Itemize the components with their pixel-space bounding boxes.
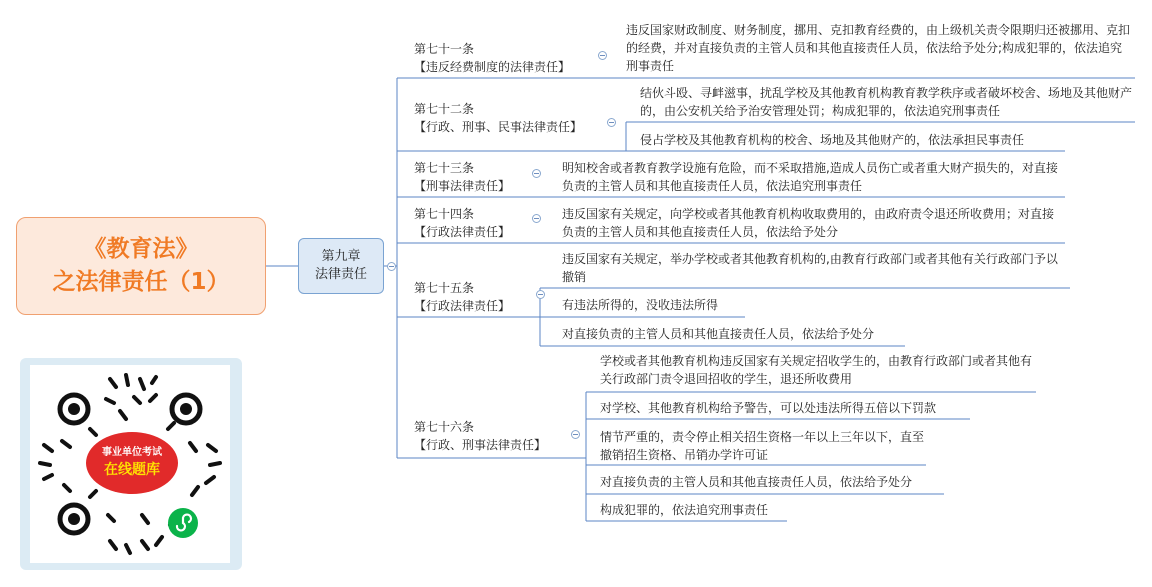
article-subtitle: 【刑事法律责任】 [414,179,511,193]
article-subtitle: 【行政法律责任】 [414,299,511,313]
article-subtitle: 【行政、刑事法律责任】 [414,438,547,452]
article-74[interactable] [414,205,510,241]
article-75-item-2: 有违法所得的，没收违法所得 [562,298,719,312]
root-topic-node[interactable] [16,217,266,315]
root-title-line1: 《教育法》 [83,236,199,262]
article-number: 第七十四条 [414,207,475,221]
chapter-subtitle: 法律责任 [314,267,367,282]
article-76-item-3: 情节严重的，责令停止相关招生资格一年以上三年以下，直至撤销招生资格、吊销办学许可证 [600,430,925,462]
badge-line2: 在线题库 [104,462,160,478]
collapse-toggle-icon[interactable] [387,262,396,271]
article-71[interactable] [414,40,570,76]
article-76-item-1: 学校或者其他教育机构违反国家有关规定招收学生的，由教育行政部门或者其他有关行政部门责令退回招收的学生，退还所收费用 [600,354,1033,386]
article-number: 第七十二条 [414,102,475,116]
mini-program-icon [168,508,198,538]
article-72-item-2: 侵占学校及其他教育机构的校舍、场地及其他财产的，依法承担民事责任 [640,133,1025,147]
article-75-item-3: 对直接负责的主管人员和其他直接责任人员，依法给予处分 [562,327,875,341]
collapse-toggle-icon[interactable] [532,169,541,178]
article-number: 第七十一条 [414,42,475,56]
article-subtitle: 【行政法律责任】 [414,225,511,239]
collapse-toggle-icon[interactable] [607,118,616,127]
article-74-item: 违反国家有关规定，向学校或者其他教育机构收取费用的，由政府责令退还所收费用；对直接负责的主管人员和其他直接责任人员，依法给予处分 [562,207,1055,239]
article-71-item: 违反国家财政制度、财务制度，挪用、克扣教育经费的，由上级机关责令限期归还被挪用、克扣的经费，并对直接负责的主管人员和其他直接责任人员，依法给予处分;构成犯罪的，依法追究刑事责任 [626,23,1131,73]
article-75-item-1: 违反国家有关规定，举办学校或者其他教育机构的,由教育行政部门或者其他有关行政部门予以撤销 [562,252,1058,284]
article-76-item-2: 对学校、其他教育机构给予警告，可以处违法所得五倍以下罚款 [600,401,937,415]
article-number: 第七十五条 [414,281,475,295]
article-72[interactable] [414,100,582,136]
article-number: 第七十六条 [414,420,475,434]
exam-bank-badge [86,432,178,494]
badge-line1: 事业单位考试 [102,447,162,458]
article-76[interactable] [414,418,546,454]
collapse-toggle-icon[interactable] [598,51,607,60]
article-73[interactable] [414,159,510,195]
article-72-item-1: 结伙斗殴、寻衅滋事，扰乱学校及其他教育机构教育教学秩序或者破坏校舍、场地及其他财产的，由公安机关给予治安管理处罚；构成犯罪的，依法追究刑事责任 [640,86,1133,118]
article-subtitle: 【行政、刑事、民事法律责任】 [414,120,583,134]
article-76-item-4: 对直接负责的主管人员和其他直接责任人员，依法给予处分 [600,475,913,489]
chapter-label: 第九章 [321,249,361,264]
article-76-item-5: 构成犯罪的，依法追究刑事责任 [600,503,769,517]
chapter-node[interactable] [298,238,384,294]
mini-program-glyph [168,508,198,538]
collapse-toggle-icon[interactable] [536,290,545,299]
article-73-item: 明知校舍或者教育教学设施有危险，而不采取措施,造成人员伤亡或者重大财产损失的，对直接负责的主管人员和其他直接责任人员，依法追究刑事责任 [562,161,1058,193]
collapse-toggle-icon[interactable] [532,214,541,223]
root-title-line2: 之法律责任（1） [52,269,230,295]
collapse-toggle-icon[interactable] [571,430,580,439]
article-number: 第七十三条 [414,161,475,175]
article-subtitle: 【违反经费制度的法律责任】 [414,60,571,74]
article-75[interactable] [414,279,510,315]
